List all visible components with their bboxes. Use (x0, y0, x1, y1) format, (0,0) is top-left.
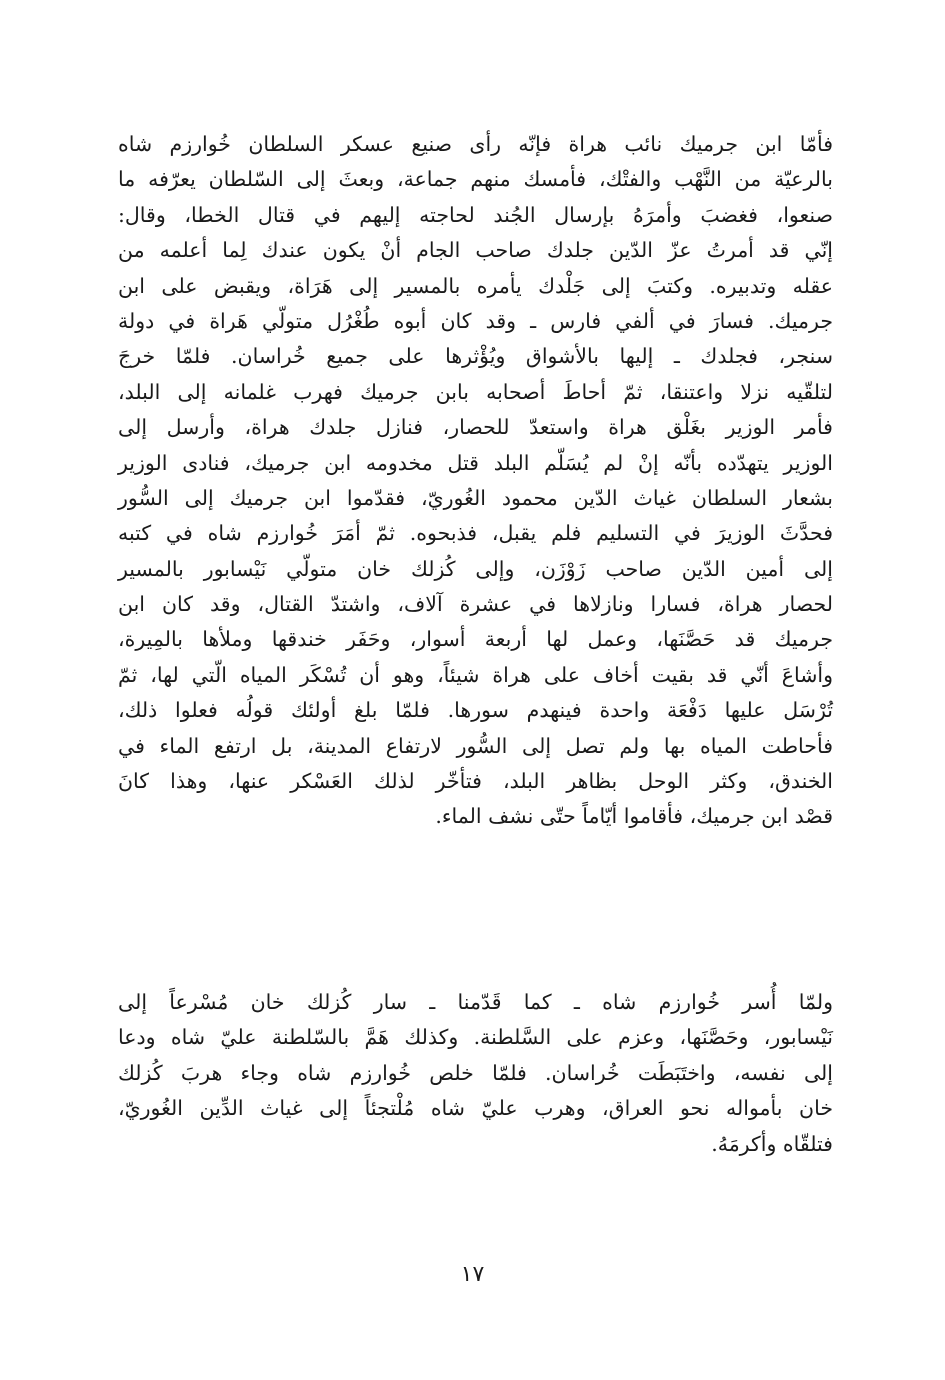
text-line: جرميك. فسارَ في ألفي فارس ـ وقد كان أبوه طُغْرُل متولّي هَراة في دولة (118, 308, 833, 333)
text-line: وأشاعَ أنّي قد بقيت أخاف على هراة شيئاً، وهو أن تُسْكَر المياه الّتي لها، ثمّ (118, 662, 833, 687)
text-line: قصْد ابن جرميك، فأقاموا أيّاماً حتّى نشف الماء. (435, 804, 833, 829)
text-line: الخندق، وكثر الوحل بظاهر البلد، فتأخّر لذلك العَسْكر عنها، وهذا كانَ (118, 769, 833, 794)
text-line: فأمر الوزير بغَلْق هراة واستعدّ للحصار، فنازل جلدك هراة، وأرسل إلى (118, 415, 833, 440)
text-line: لتلقّيه نزلا واعتنقا، ثمّ أحاطَ أصحابه بابن جرميك فهرب غلمانه إلى البلد، (118, 379, 833, 404)
text-line: فحدَّثَ الوزيرَ في التسليم فلم يقبل، فذبحوه. ثمّ أمَرَ خُوارزم شاه في كتبه (118, 521, 833, 546)
paragraph-1 (118, 127, 833, 835)
text-line: سنجر، فجلدك ـ إليها بالأشواق ويُؤْثرها على جميع خُراسان. فلمّا خرجَ (118, 344, 833, 369)
text-line: الوزير يتهدّده بأنّه إنْ لم يُسَلّم البلد قتل مخدومه ابن جرميك، فنادى الوزير (118, 450, 833, 475)
text-line: بشعار السلطان غياث الدّين محمود الغُوريّ، فقدّموا ابن جرميك إلى السُّور (118, 485, 833, 510)
text-line: نَيْسابور، وحَصَّنَها، وعزم على السَّلطنة. وكذلك هَمَّ بالسّلطنة عليّ شاه ودعا (118, 1025, 833, 1050)
text-line: إنّي قد أمرتُ عزّ الدّين جلدك صاحب الجام أنْ يكون عندك لِما أعلمه من (118, 238, 833, 263)
paragraph-2 (118, 985, 833, 1162)
text-line: لحصار هراة، فسارا ونازلاها في عشرة آلاف، واشتدّ القتال، وقد كان ابن (118, 592, 833, 617)
text-line: تُرْسَل عليها دَفْعَة واحدة فينهدم سورها. فلمّا بلغ أولئك قولُه فعلوا ذلك، (118, 698, 833, 723)
text-line: صنعوا، فغضبَ وأمرَهُ بإرسال الجُند لحاجته إليهم في قتال الخطا، وقال: (118, 202, 833, 227)
text-line: جرميك قد حَصَّنَها، وعمل لها أربعة أسوار، وحَفَر خندقها وملأها بالمِيرة، (118, 627, 833, 652)
text-line: إلى نفسه، واختَبَطَت خُراسان. فلمّا خلص خُوارزم شاه وجاء هربَ كُزلك (118, 1060, 833, 1085)
text-line: فأمّا ابن جرميك نائب هراة فإنّه رأى صنيع عسكر السلطان خُوارزم شاه (118, 132, 833, 156)
text-line: خان بأمواله نحو العراق، وهرب عليّ شاه مُلْتجئاً إلى غياث الدِّين الغُوريّ، (118, 1096, 833, 1121)
text-line: إلى أمين الدّين صاحب زَوْزَن، وإلى كُزلك خان متولّي نَيْسابور بالمسير (118, 556, 833, 581)
text-line: فتلقّاه وأكرمَهُ. (711, 1131, 833, 1156)
text-line: بالرعيّة من النَّهْب والفتْك، فأمسك منهم جماعة، وبعثَ إلى السّلطان يعرّفه ما (118, 167, 833, 192)
page-number: ١٧ (460, 1262, 485, 1287)
text-line: ولمّا أُسر خُوارزم شاه ـ كما قَدّمنا ـ سار كُزلك خان مُسْرعاً إلى (118, 990, 833, 1014)
text-line: فأحاطت المياه بها ولم تصل إلى السُّور لارتفاع المدينة، بل ارتفع الماء في (118, 733, 833, 758)
text-line: عقله وتدبيره. وكتبَ إلى جَلْدك يأمره بالمسير إلى هَرَاة، ويقبض على ابن (118, 273, 833, 298)
